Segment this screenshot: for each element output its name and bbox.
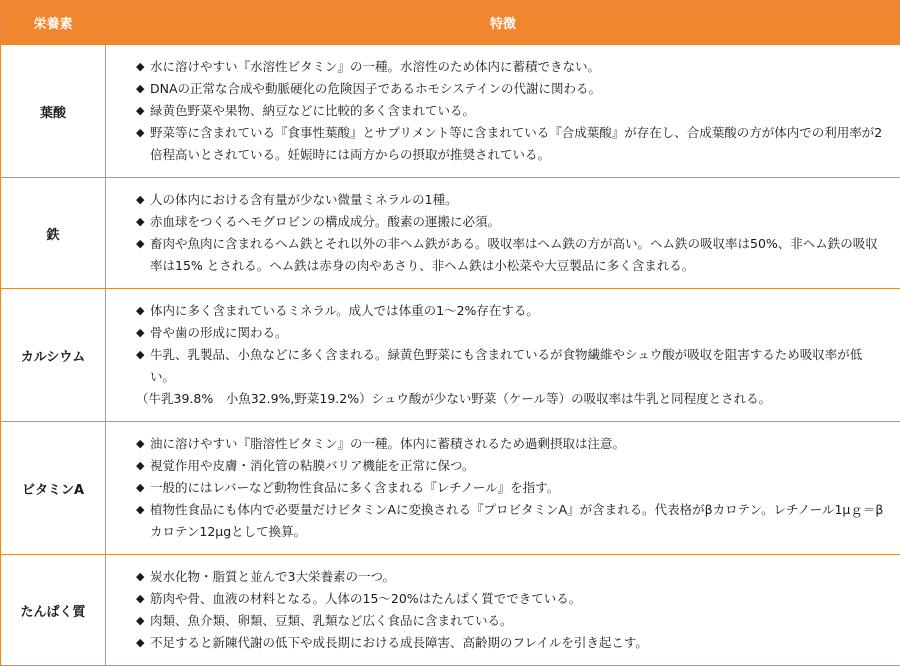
feature-item: ◆ 水に溶けやすい『水溶性ビタミン』の一種。水溶性のため体内に蓄積できない。 bbox=[136, 56, 886, 78]
feature-item: ◆ 赤血球をつくるヘモグロビンの構成成分。酸素の運搬に必須。 bbox=[136, 211, 886, 233]
feature-list bbox=[136, 56, 886, 166]
feature-item: ◆ 畜肉や魚肉に含まれるヘム鉄とそれ以外の非ヘム鉄がある。吸収率はヘム鉄の方が高い。ヘム鉄の吸収率は50%、非ヘム鉄の吸収率は15% とされる。ヘム鉄は赤身の肉やあさり、非ヘム鉄は小松菜や大豆製品に多く含まれる。 bbox=[136, 233, 886, 277]
feature-item: ◆ 野菜等に含まれている『食事性葉酸』とサプリメント等に含まれている『合成葉酸』が存在し、合成葉酸の方が体内での利用率が2倍程高いとされている。妊娠時には両方からの摂取が推奨されている。 bbox=[136, 122, 886, 166]
table-row bbox=[1, 422, 900, 555]
feature-list bbox=[136, 300, 886, 388]
nutrient-features bbox=[106, 422, 900, 555]
feature-item: ◆ 視覚作用や皮膚・消化管の粘膜バリア機能を正常に保つ。 bbox=[136, 455, 886, 477]
feature-list bbox=[136, 566, 886, 654]
feature-item: ◆ 不足すると新陳代謝の低下や成長期における成長障害、高齢期のフレイルを引き起こす。 bbox=[136, 632, 886, 654]
nutrient-features bbox=[106, 45, 900, 178]
feature-item: ◆ 油に溶けやすい『脂溶性ビタミン』の一種。体内に蓄積されるため過剰摂取は注意。 bbox=[136, 433, 886, 455]
feature-item: ◆ 筋肉や骨、血液の材料となる。人体の15～20%はたんぱく質でできている。 bbox=[136, 588, 886, 610]
feature-item: ◆ 炭水化物・脂質と並んで3大栄養素の一つ。 bbox=[136, 566, 886, 588]
feature-item: ◆ 一般的にはレバーなど動物性食品に多く含まれる『レチノール』を指す。 bbox=[136, 477, 886, 499]
feature-item: ◆ DNAの正常な合成や動脈硬化の危険因子であるホモシステインの代謝に関わる。 bbox=[136, 78, 886, 100]
nutrient-name: 鉄 bbox=[1, 178, 106, 289]
feature-item: ◆ 人の体内における含有量が少ない微量ミネラルの1種。 bbox=[136, 189, 886, 211]
feature-list bbox=[136, 189, 886, 277]
nutrient-features bbox=[106, 178, 900, 289]
table-row bbox=[1, 45, 900, 178]
nutrient-features bbox=[106, 555, 900, 666]
feature-item: ◆ 植物性食品にも体内で必要量だけビタミンAに変換される『プロビタミンA』が含まれる。代表格がβカロテン。レチノール1μｇ＝βカロテン12μgとして換算。 bbox=[136, 499, 886, 543]
feature-note: （牛乳39.8% 小魚32.9%,野菜19.2%）シュウ酸が少ない野菜（ケール等）の吸収率は牛乳と同程度とされる。 bbox=[136, 388, 886, 410]
feature-list bbox=[136, 433, 886, 543]
table-row bbox=[1, 555, 900, 666]
header-nutrient: 栄養素 bbox=[1, 1, 106, 45]
table-row bbox=[1, 289, 900, 422]
nutrient-name: カルシウム bbox=[1, 289, 106, 422]
feature-item: ◆ 緑黄色野菜や果物、納豆などに比較的多く含まれている。 bbox=[136, 100, 886, 122]
feature-item: ◆ 牛乳、乳製品、小魚などに多く含まれる。緑黄色野菜にも含まれているが食物繊維やシュウ酸が吸収を阻害するため吸収率が低い。 bbox=[136, 344, 886, 388]
table-header-row bbox=[1, 1, 900, 45]
feature-item: ◆ 肉類、魚介類、卵類、豆類、乳類など広く食品に含まれている。 bbox=[136, 610, 886, 632]
nutrient-name: 葉酸 bbox=[1, 45, 106, 178]
nutrient-name: たんぱく質 bbox=[1, 555, 106, 666]
feature-item: ◆ 体内に多く含まれているミネラル。成人では体重の1～2%存在する。 bbox=[136, 300, 886, 322]
header-features: 特徴 bbox=[106, 1, 900, 45]
nutrient-features bbox=[106, 289, 900, 422]
table-row bbox=[1, 178, 900, 289]
feature-item: ◆ 骨や歯の形成に関わる。 bbox=[136, 322, 886, 344]
nutrient-name: ビタミンA bbox=[1, 422, 106, 555]
